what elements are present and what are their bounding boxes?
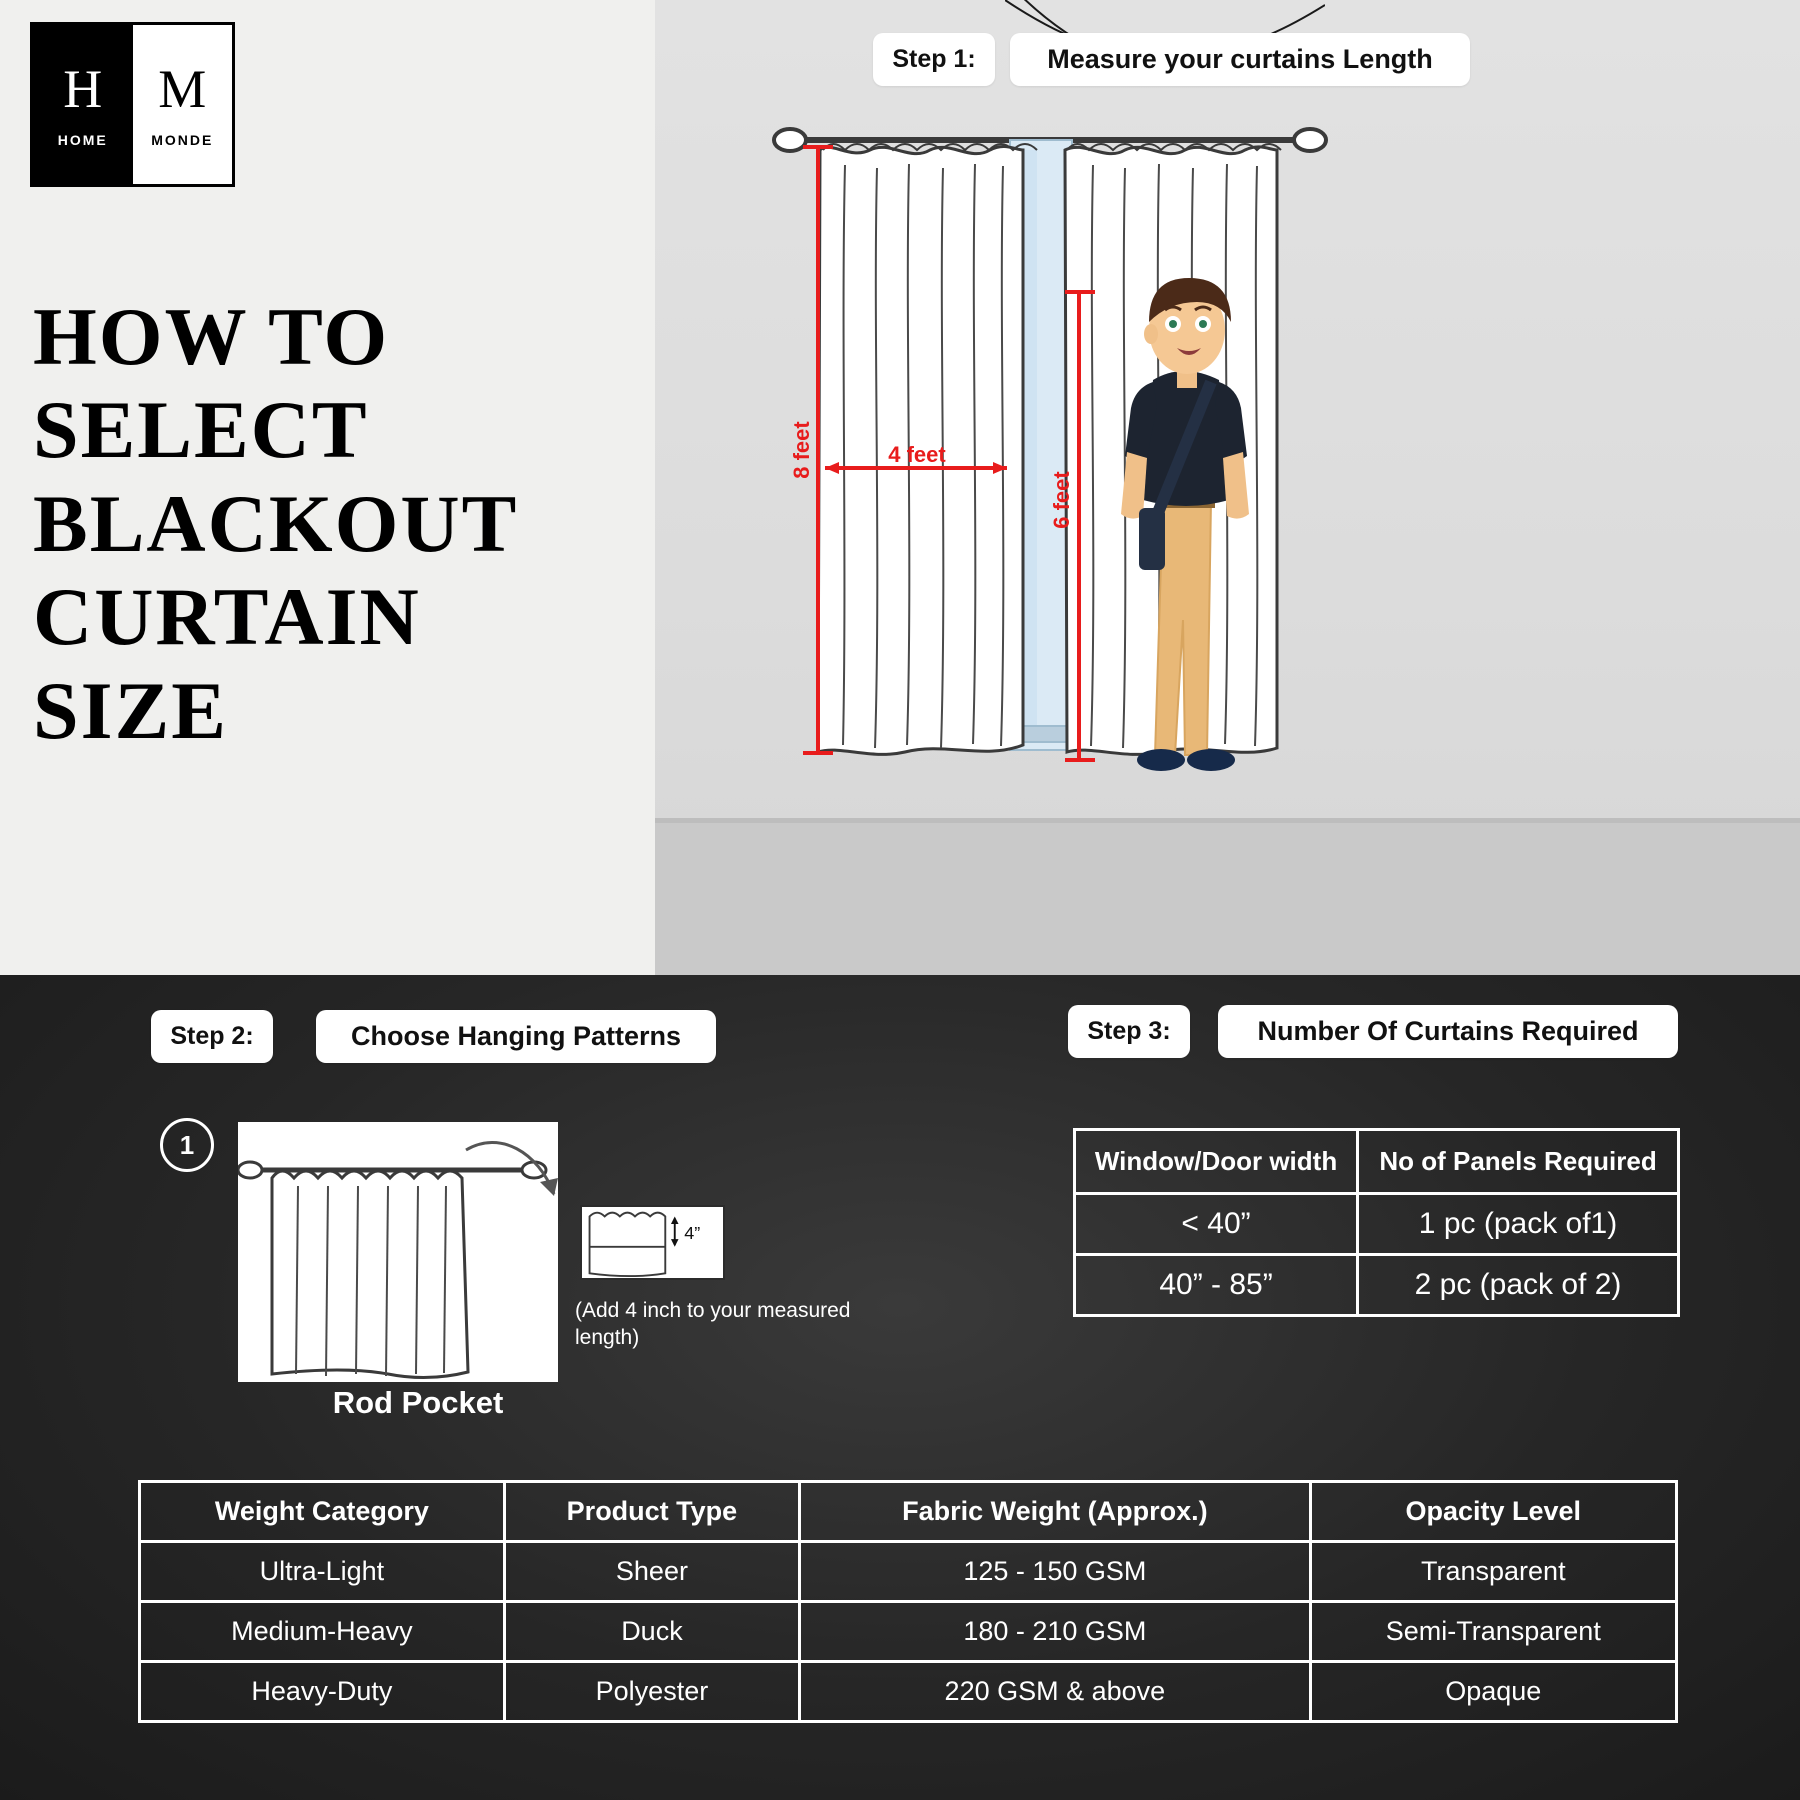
page-title: HOW TO SELECT BLACKOUT CURTAIN SIZE [33, 291, 517, 756]
weight-r2-category: Medium-Heavy [140, 1602, 505, 1662]
svg-text:8 feet: 8 feet [789, 421, 814, 479]
weight-header-category: Weight Category [140, 1482, 505, 1542]
panels-header-count: No of Panels Required [1358, 1130, 1679, 1194]
weight-header-fabric: Fabric Weight (Approx.) [800, 1482, 1310, 1542]
weight-r1-product: Sheer [504, 1542, 799, 1602]
table-header-row [140, 1482, 1677, 1542]
table-row [140, 1602, 1677, 1662]
logo-right-half [133, 25, 233, 184]
step1-label: Step 1: [873, 33, 995, 86]
title-panel [0, 0, 655, 975]
weight-r3-category: Heavy-Duty [140, 1662, 505, 1722]
weight-r1-category: Ultra-Light [140, 1542, 505, 1602]
panels-header-width: Window/Door width [1075, 1130, 1358, 1194]
weight-r2-product: Duck [504, 1602, 799, 1662]
rod-pocket-caption: Rod Pocket [332, 1385, 504, 1420]
panels-row2-width: 40” - 85” [1075, 1254, 1358, 1315]
logo-word-monde: MONDE [151, 131, 214, 148]
svg-text:4 feet: 4 feet [888, 442, 946, 467]
weight-r3-product: Polyester [504, 1662, 799, 1722]
weight-header-opacity: Opacity Level [1310, 1482, 1676, 1542]
weight-r3-fabric: 220 GSM & above [800, 1662, 1310, 1722]
weight-r2-opacity: Semi-Transparent [1310, 1602, 1676, 1662]
step2-label: Step 2: [151, 1010, 273, 1063]
logo-word-home: HOME [57, 131, 108, 148]
panels-row1-width: < 40” [1075, 1193, 1358, 1254]
table-row [140, 1662, 1677, 1722]
panels-row1-count: 1 pc (pack of1) [1358, 1193, 1679, 1254]
logo-letter-m: M [158, 58, 207, 119]
curtain-measurement-diagram [655, 0, 1800, 975]
step1-illustration-panel [655, 0, 1800, 975]
step3-label: Step 3: [1068, 1005, 1190, 1058]
weight-r1-fabric: 125 - 150 GSM [800, 1542, 1310, 1602]
logo-divider [133, 35, 136, 175]
logo-left-half [33, 25, 133, 184]
table-row [140, 1542, 1677, 1602]
table-row [1075, 1193, 1679, 1254]
rod-pocket-note: (Add 4 inch to your measured length) [575, 1299, 851, 1350]
pattern-number-badge: 1 [160, 1118, 214, 1172]
step1-title: Measure your curtains Length [1010, 33, 1470, 86]
brand-logo [30, 22, 235, 187]
step3-title: Number Of Curtains Required [1218, 1005, 1678, 1058]
fabric-weight-table [138, 1480, 1678, 1723]
panels-required-table [1073, 1128, 1680, 1317]
svg-text:6 feet: 6 feet [1049, 471, 1074, 529]
table-header-row [1075, 1130, 1679, 1194]
weight-r2-fabric: 180 - 210 GSM [800, 1602, 1310, 1662]
svg-text:4”: 4” [684, 1223, 701, 1244]
rod-pocket-illustration [238, 1122, 558, 1382]
weight-r3-opacity: Opaque [1310, 1662, 1676, 1722]
weight-r1-opacity: Transparent [1310, 1542, 1676, 1602]
panels-row2-count: 2 pc (pack of 2) [1358, 1254, 1679, 1315]
weight-header-product: Product Type [504, 1482, 799, 1542]
step2-title: Choose Hanging Patterns [316, 1010, 716, 1063]
table-row [1075, 1254, 1679, 1315]
logo-letter-h: H [63, 58, 103, 119]
rod-pocket-detail-illustration [580, 1205, 725, 1280]
